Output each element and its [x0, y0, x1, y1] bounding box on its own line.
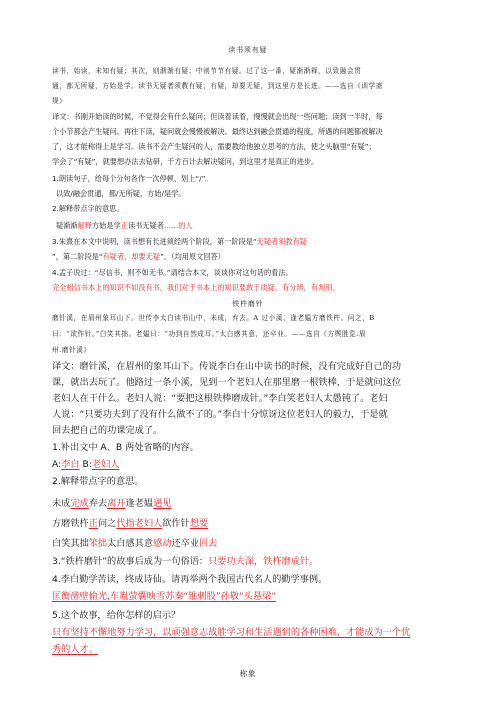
- passage-2-line: 磨针溪，在眉州象耳山下。世传李太白读书山中，未成，弃去。A 过小溪，逢老媪方磨铁杵。问之，B: [52, 314, 375, 322]
- passage-1-line: 通，都无所疑，方始是学。读书无疑者须教有疑，有疑，却要无疑，到这里方是长进。——选自《训学斋: [52, 82, 383, 90]
- question-9: 5.这个故事，给你怎样的启示？: [52, 610, 181, 621]
- translation-2-line: 回去把自己的功课完成了。: [52, 425, 163, 436]
- question-7: 3.“铁杵磨针”的故事后成为一句俗语：只要功夫深，铁杵磨成针。: [52, 556, 319, 567]
- question-5: 1.补出文中 A、B 两处省略的内容。: [52, 442, 199, 453]
- question-8: 4.李白勤学苦读，终成诗仙。请再举两个我国古代名人的勤学事例。: [52, 574, 328, 585]
- translation-1-line: 学会了“有疑”，就要想办法去钻研，千方百计去解决疑问，到这里才是真正的进步。: [52, 157, 319, 166]
- answer-4: 完全相信书本上的知识不如没有书，我们对于书本上的知识要敢于质疑，有分辨，有判别。: [52, 283, 340, 292]
- question-6: 2.解释带点字的意思。: [52, 476, 144, 487]
- passage-2-title: 铁杵磨针: [232, 300, 264, 308]
- answer-2: 疑渐渐解释方始是学正读书无疑者……的人: [56, 221, 193, 230]
- question-4: 4.孟子说过：“尽信书，则不如无书。”请结合本文，谈谈你对这句话的看法。: [52, 268, 293, 277]
- question-3-line: ”，第二阶段是“有疑者，却要无疑”。（均用原文回答）: [52, 252, 225, 261]
- translation-1-line: 了，这才能称得上是学习。读书不会产生疑问的人，需要教给他独立思考的方法，使之头脑里“有疑”；: [52, 142, 376, 151]
- translation-1-line: 个小节都会产生疑问。再往下读，疑问就会慢慢被解决。最终达到融会贯通的程度，所遇的问题都被解决: [52, 127, 383, 136]
- translation-2-line: 人说：“只要功夫到了没有什么做不了的。”李白十分惊讶这位老妇人的毅力，于是就: [52, 409, 388, 420]
- passage-3-title: 称象: [239, 669, 257, 678]
- answer-6-line: 白笑其拙笨拙太白感其意感动还卒业回去: [52, 538, 218, 549]
- translation-2-line: 译文：磨针溪，在眉州的象耳山下。传说李白在山中读书的时候，没有完成好自己的功: [52, 361, 402, 372]
- answer-1: 以致/融会贯通，都/无所疑，方始/是学。: [56, 189, 186, 198]
- answer-8: 匡衡凿壁偷光,车胤萤囊映雪苏秦“锥刺股”孙敬“头悬梁”: [52, 591, 277, 602]
- question-3-line: 3.朱熹在本文中说明，读书想有长进须经两个阶段，第一阶段是“无疑者须教有疑: [52, 237, 307, 246]
- answer-5: A:李白 B:老妇人: [52, 459, 120, 470]
- passage-2-line: 曰：“欲作针。”白笑其拙。老媪曰：“功到自然成耳。”太白感其意，还卒业。——选自《方舆胜览.眉: [52, 330, 367, 338]
- translation-2-line: 课，就出去玩了。他路过一条小溪，见到一个老妇人在那里磨一根铁棒，于是就问这位: [52, 377, 402, 388]
- translation-1-line: 译文：书刚开始读的时候，不觉得会有什么疑问；但读着读着，慢慢就会出现一些问题；读到一半时，每: [52, 112, 383, 121]
- question-1: 1.朗读句子，给每个分句各作一次停顿，划上“/”。: [52, 174, 213, 183]
- passage-2-line: 州.磨针溪》: [52, 346, 91, 354]
- passage-1-title: 读书须有疑: [228, 46, 268, 54]
- passage-1-line: 读书，始读，未知有疑；其次，则渐渐有疑；中则节节有疑。过了这一番，疑渐渐释，以致融会贯: [52, 67, 362, 75]
- answer-9-line: 只有坚持不懈地努力学习，以顽强意志战胜学习和生活遇到的各种困难，才能成为一个优: [52, 627, 411, 638]
- answer-9-line: 秀的人才。: [52, 644, 98, 655]
- translation-2-line: 老妇人在干什么。老妇人说：“要把这根铁棒磨成针。”李白笑老妇人太愚钝了。老妇: [52, 393, 388, 404]
- question-2: 2.解释带点字的意思。: [52, 204, 124, 213]
- answer-6-line: 未成完成弃去离开逢老媪遇见: [52, 498, 172, 509]
- answer-6-line: 方磨铁杵正问之代指老妇人欲作针想要: [52, 518, 209, 529]
- passage-1-line: 规》: [52, 97, 67, 105]
